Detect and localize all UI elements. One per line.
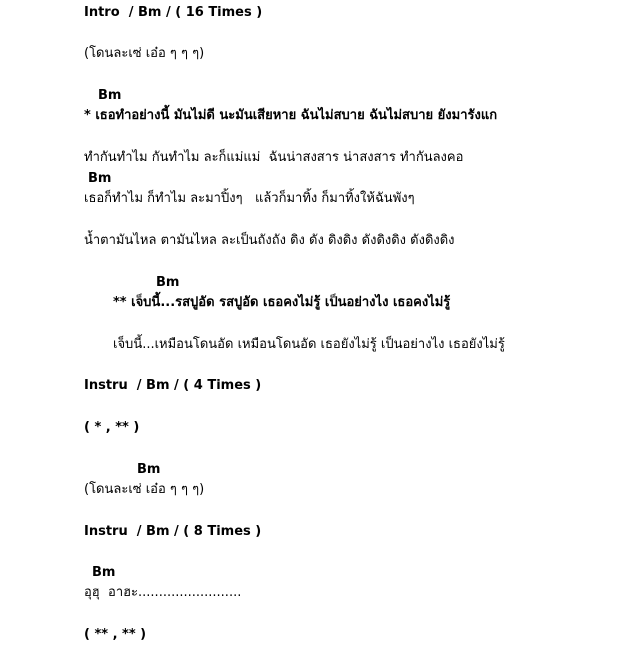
chorus-line: ** เจ็บนี้...รสปูอัด รสปูอัด เธอคงไม่รู้ เป็นอย่างไง เธอคงไม่รู้ <box>113 295 451 310</box>
intro-line: Intro / Bm / ( 16 Times ) <box>84 5 263 20</box>
chorus-line: เจ็บนี้...เหมือนโดนอัด เหมือนโดนอัด เธอยังไม่รู้ เป็นอย่างไง เธอยังไม่รู้ <box>113 337 505 352</box>
vocal-line: (โดนละเซ่ เอ๋อ ๆ ๆ ๆ) <box>84 482 205 497</box>
repeat-marker: ( ** , ** ) <box>84 627 147 642</box>
verse-line: * เธอทำอย่างนี้ มันไม่ดี นะมันเสียหาย ฉันไม่สบาย ฉันไม่สบาย ยังมารังแก <box>84 108 498 123</box>
chord-label: Bm <box>156 275 180 290</box>
chord-label: Bm <box>92 565 116 580</box>
chord-label: Bm <box>98 88 122 103</box>
chord-label: Bm <box>137 462 161 477</box>
intro-vocal-line: (โดนละเซ่ เอ๋อ ๆ ๆ ๆ) <box>84 46 205 61</box>
instrumental-line: Instru / Bm / ( 8 Times ) <box>84 524 262 539</box>
outro-line: อุฮุ อาฮะ......................... <box>84 585 242 600</box>
verse-line: น้ำตามันไหล ตามันไหล ละเป็นถังถัง ดิง ดัง ดิงดิง ดังดิงดิง ดังดิงดิง <box>84 233 455 248</box>
instrumental-line: Instru / Bm / ( 4 Times ) <box>84 378 262 393</box>
verse-line: เธอก็ทำไม ก็ทำไม ละมาปิ้งๆ แล้วก็มาทิ้ง ก็มาทิ้งให้ฉันพังๆ <box>84 191 415 206</box>
verse-line: ทำกันทำไม กันทำไม ละก็แม่แม่ ฉันน่าสงสาร น่าสงสาร ทำกันลงคอ <box>84 150 464 165</box>
repeat-marker: ( * , ** ) <box>84 420 140 435</box>
chord-label: Bm <box>88 171 112 186</box>
